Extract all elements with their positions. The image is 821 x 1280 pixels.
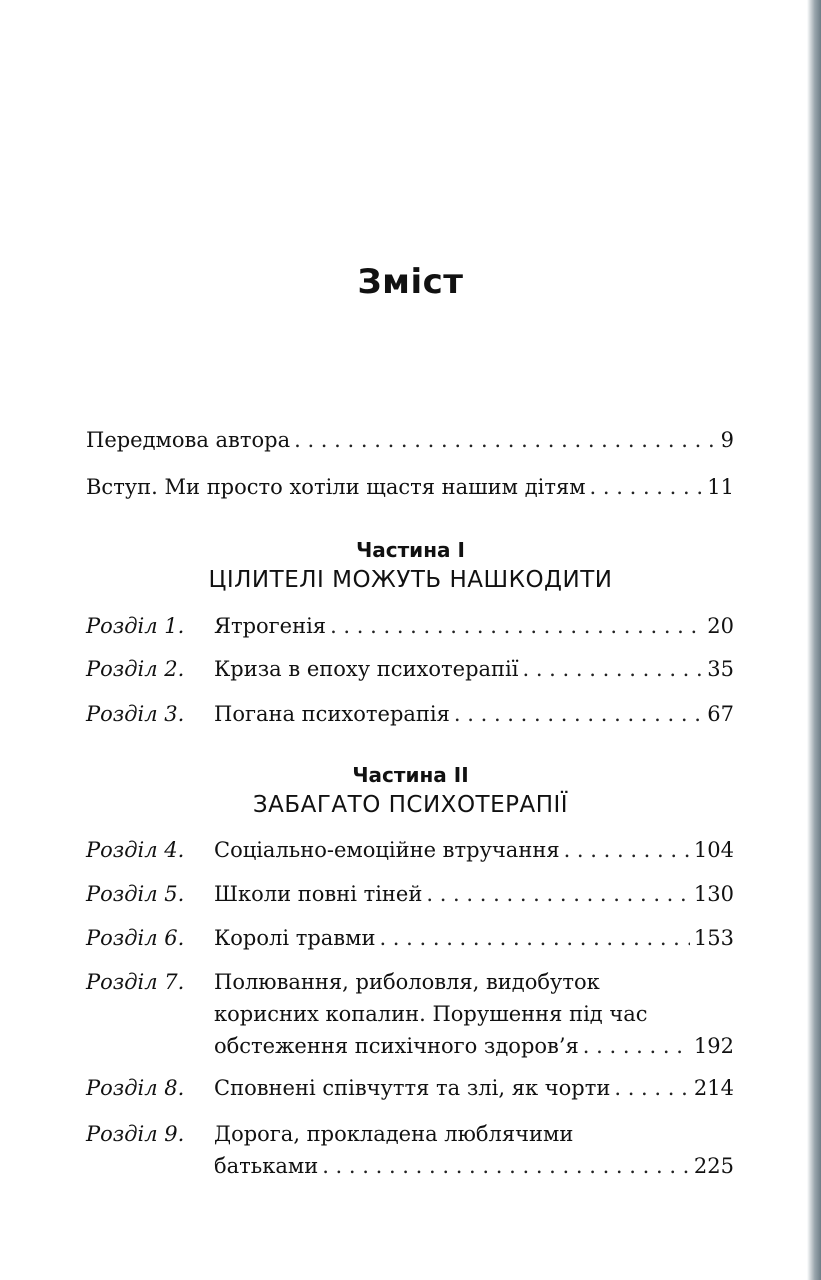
chapter-title-line: Сповнені співчуття та злі, як чорти bbox=[214, 1076, 611, 1100]
page-number: 67 bbox=[707, 702, 734, 726]
page-number: 192 bbox=[693, 1034, 734, 1058]
chapter-label: Розділ 6. bbox=[86, 926, 185, 950]
chapter-title-line: Королі травми bbox=[214, 926, 376, 950]
chapter-title-line: Полювання, риболовля, видобуток bbox=[214, 970, 600, 994]
part-label: Частина I bbox=[356, 538, 465, 562]
chapter-label: Розділ 7. bbox=[86, 970, 185, 994]
chapter-title-line: Дорога, прокладена люблячими bbox=[214, 1122, 574, 1146]
part-title: ЗАБАГАТО ПСИХОТЕРАПІЇ bbox=[252, 792, 569, 818]
dot-leader bbox=[522, 657, 703, 681]
page-number: 153 bbox=[693, 926, 734, 950]
chapter-title-line: Погана психотерапія bbox=[214, 702, 450, 726]
dot-leader bbox=[590, 477, 704, 498]
dot-leader bbox=[426, 882, 690, 906]
chapter-title-line: обстеження психічного здоров’я bbox=[214, 1034, 579, 1058]
chapter-label: Розділ 3. bbox=[86, 702, 185, 726]
chapter-label: Розділ 9. bbox=[86, 1122, 185, 1146]
chapter-label: Розділ 8. bbox=[86, 1076, 185, 1100]
page-edge-shadow bbox=[807, 0, 821, 1280]
part-title: ЦІЛИТЕЛІ МОЖУТЬ НАШКОДИТИ bbox=[208, 567, 613, 593]
dot-leader bbox=[330, 614, 703, 638]
toc-title: Зміст bbox=[357, 262, 464, 302]
dot-leader bbox=[322, 1154, 690, 1178]
chapter-label: Розділ 4. bbox=[86, 838, 185, 862]
toc-entry-introduction[interactable] bbox=[86, 477, 734, 498]
page-number: 11 bbox=[707, 475, 734, 499]
chapter-label: Розділ 2. bbox=[86, 657, 185, 681]
dot-leader bbox=[379, 926, 689, 950]
page-number: 9 bbox=[720, 428, 734, 452]
entry-title: Вступ. Ми просто хотіли щастя нашим дітям bbox=[86, 475, 586, 499]
page-number: 225 bbox=[693, 1154, 734, 1178]
chapter-title-line: Школи повні тіней bbox=[214, 882, 423, 906]
dot-leader bbox=[454, 702, 703, 726]
page-number: 35 bbox=[707, 657, 734, 681]
dot-leader bbox=[614, 1076, 690, 1100]
part-label: Частина II bbox=[352, 763, 469, 787]
page-number: 104 bbox=[693, 838, 734, 862]
page-number: 130 bbox=[693, 882, 734, 906]
chapter-title-line: Криза в епоху психотерапії bbox=[214, 657, 519, 681]
chapter-title-line: батьками bbox=[214, 1154, 319, 1178]
chapter-title-line: Соціально-емоційне втручання bbox=[214, 838, 560, 862]
dot-leader bbox=[564, 838, 690, 862]
page-number: 214 bbox=[693, 1076, 734, 1100]
dot-leader bbox=[583, 1034, 690, 1058]
chapter-title-line: корисних копалин. Порушення під час bbox=[214, 1002, 648, 1026]
entry-title: Передмова автора bbox=[86, 428, 291, 452]
chapter-title-line: Ятрогенія bbox=[214, 614, 327, 638]
chapter-label: Розділ 1. bbox=[86, 614, 185, 638]
dot-leader bbox=[294, 430, 717, 451]
toc-entry-preface[interactable] bbox=[86, 430, 734, 451]
page-number: 20 bbox=[707, 614, 734, 638]
chapter-label: Розділ 5. bbox=[86, 882, 185, 906]
